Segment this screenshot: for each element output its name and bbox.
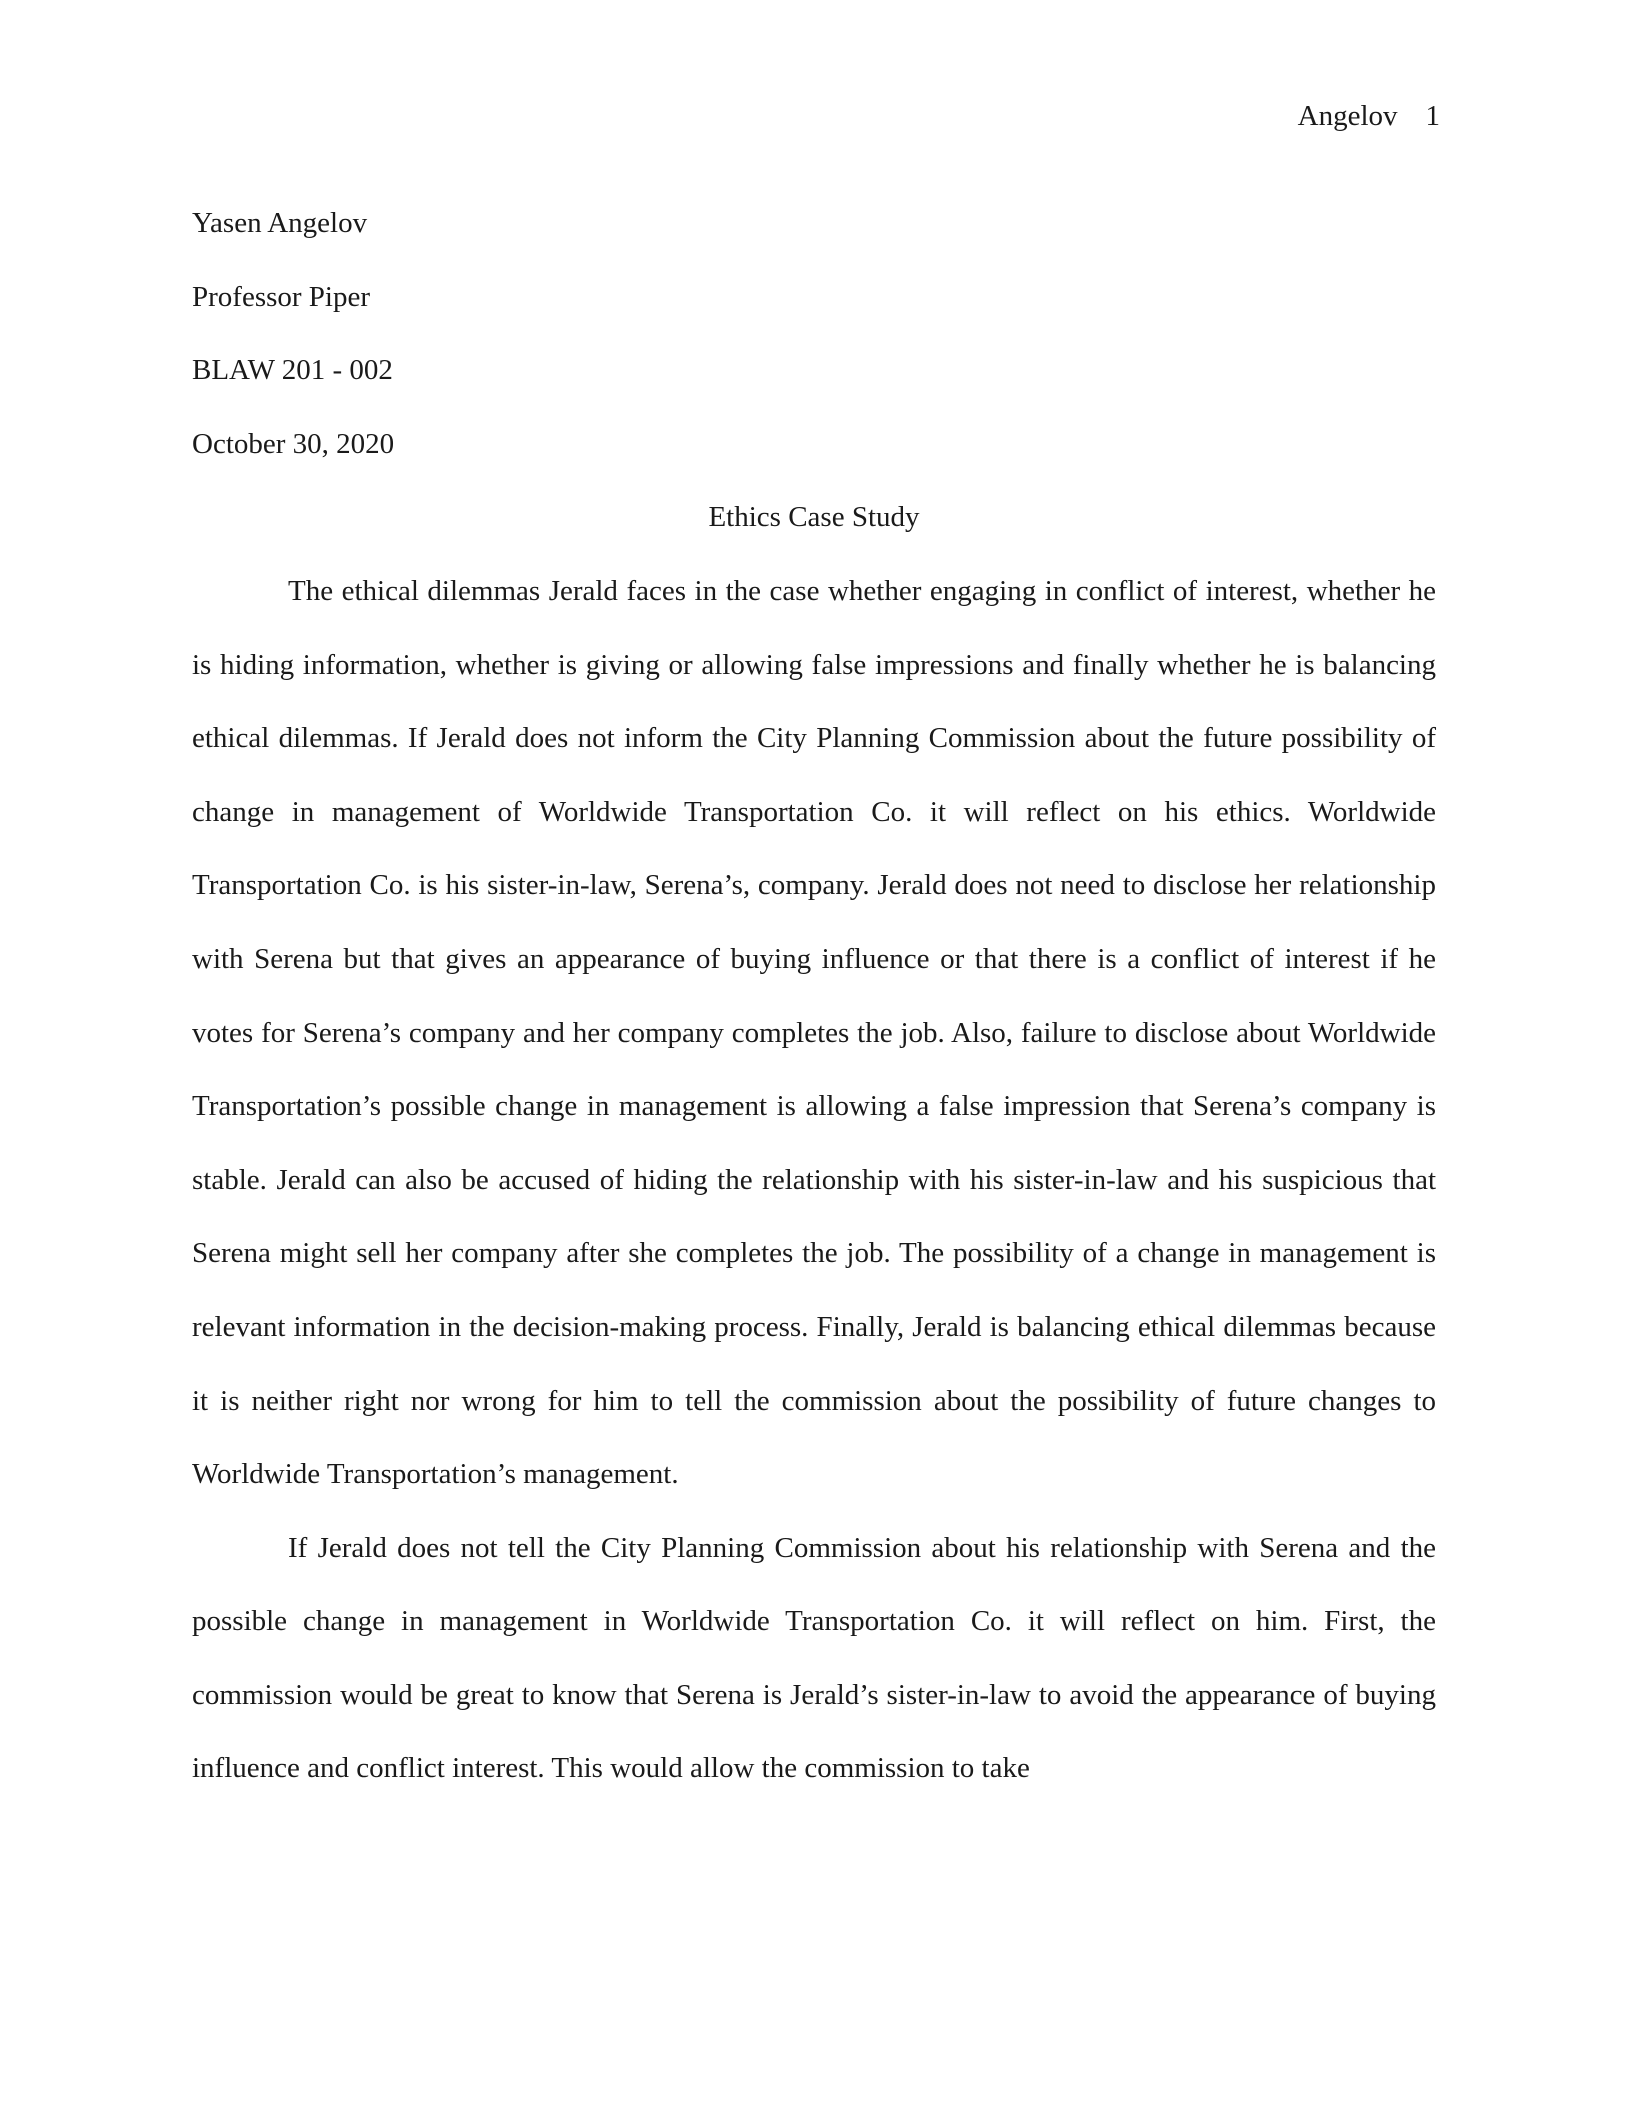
document-body xyxy=(192,187,1436,1806)
student-name: Yasen Angelov xyxy=(192,207,368,239)
course-code: BLAW 201 - 002 xyxy=(192,354,393,387)
professor-name: Professor Piper xyxy=(192,280,371,313)
running-header xyxy=(1298,96,1440,136)
body-paragraph-2: If Jerald does not tell the City Planning Commission about his relationship with Serena and the possible change in management in Worldwide Transportation Co. it will reflect on him. First, the commission would be great to know that Serena is Jerald’s sister-in-law to avoid the appearance of buying influence and conflict interest. This would allow the commission to take xyxy=(192,1531,1436,1785)
header-last-name: Angelov xyxy=(1297,100,1398,132)
submission-date: October 30, 2020 xyxy=(192,427,395,460)
paper-title: Ethics Case Study xyxy=(708,501,920,534)
body-paragraph-1: The ethical dilemmas Jerald faces in the case whether engaging in conflict of interest, whether he is hiding information, whether is giving or allowing false impressions and finally whether he is balancing ethical dilemmas. If Jerald does not inform the City Planning Commission about the future possibility of change in management of Worldwide Transportation Co. it will reflect on his ethics. Worldwide Transportation Co. is his sister-in-law, Serena’s, company. Jerald does not need to disclose her relationship with Serena but that gives an appearance of buying influence or that there is a conflict of interest if he votes for Serena’s company and her company completes the job. Also, failure to disclose about Worldwide Transportation’s possible change in management is allowing a false impression that Serena’s company is stable. Jerald can also be accused of hiding the relationship with his sister-in-law and his suspicious that Serena might sell her company after she completes the job. The possibility of a change in management is relevant information in the decision-making process. Finally, Jerald is balancing ethical dilemmas because it is neither right nor wrong for him to tell the commission about the possibility of future changes to Worldwide Transportation’s management. xyxy=(192,574,1436,1491)
page-number: 1 xyxy=(1425,100,1440,132)
